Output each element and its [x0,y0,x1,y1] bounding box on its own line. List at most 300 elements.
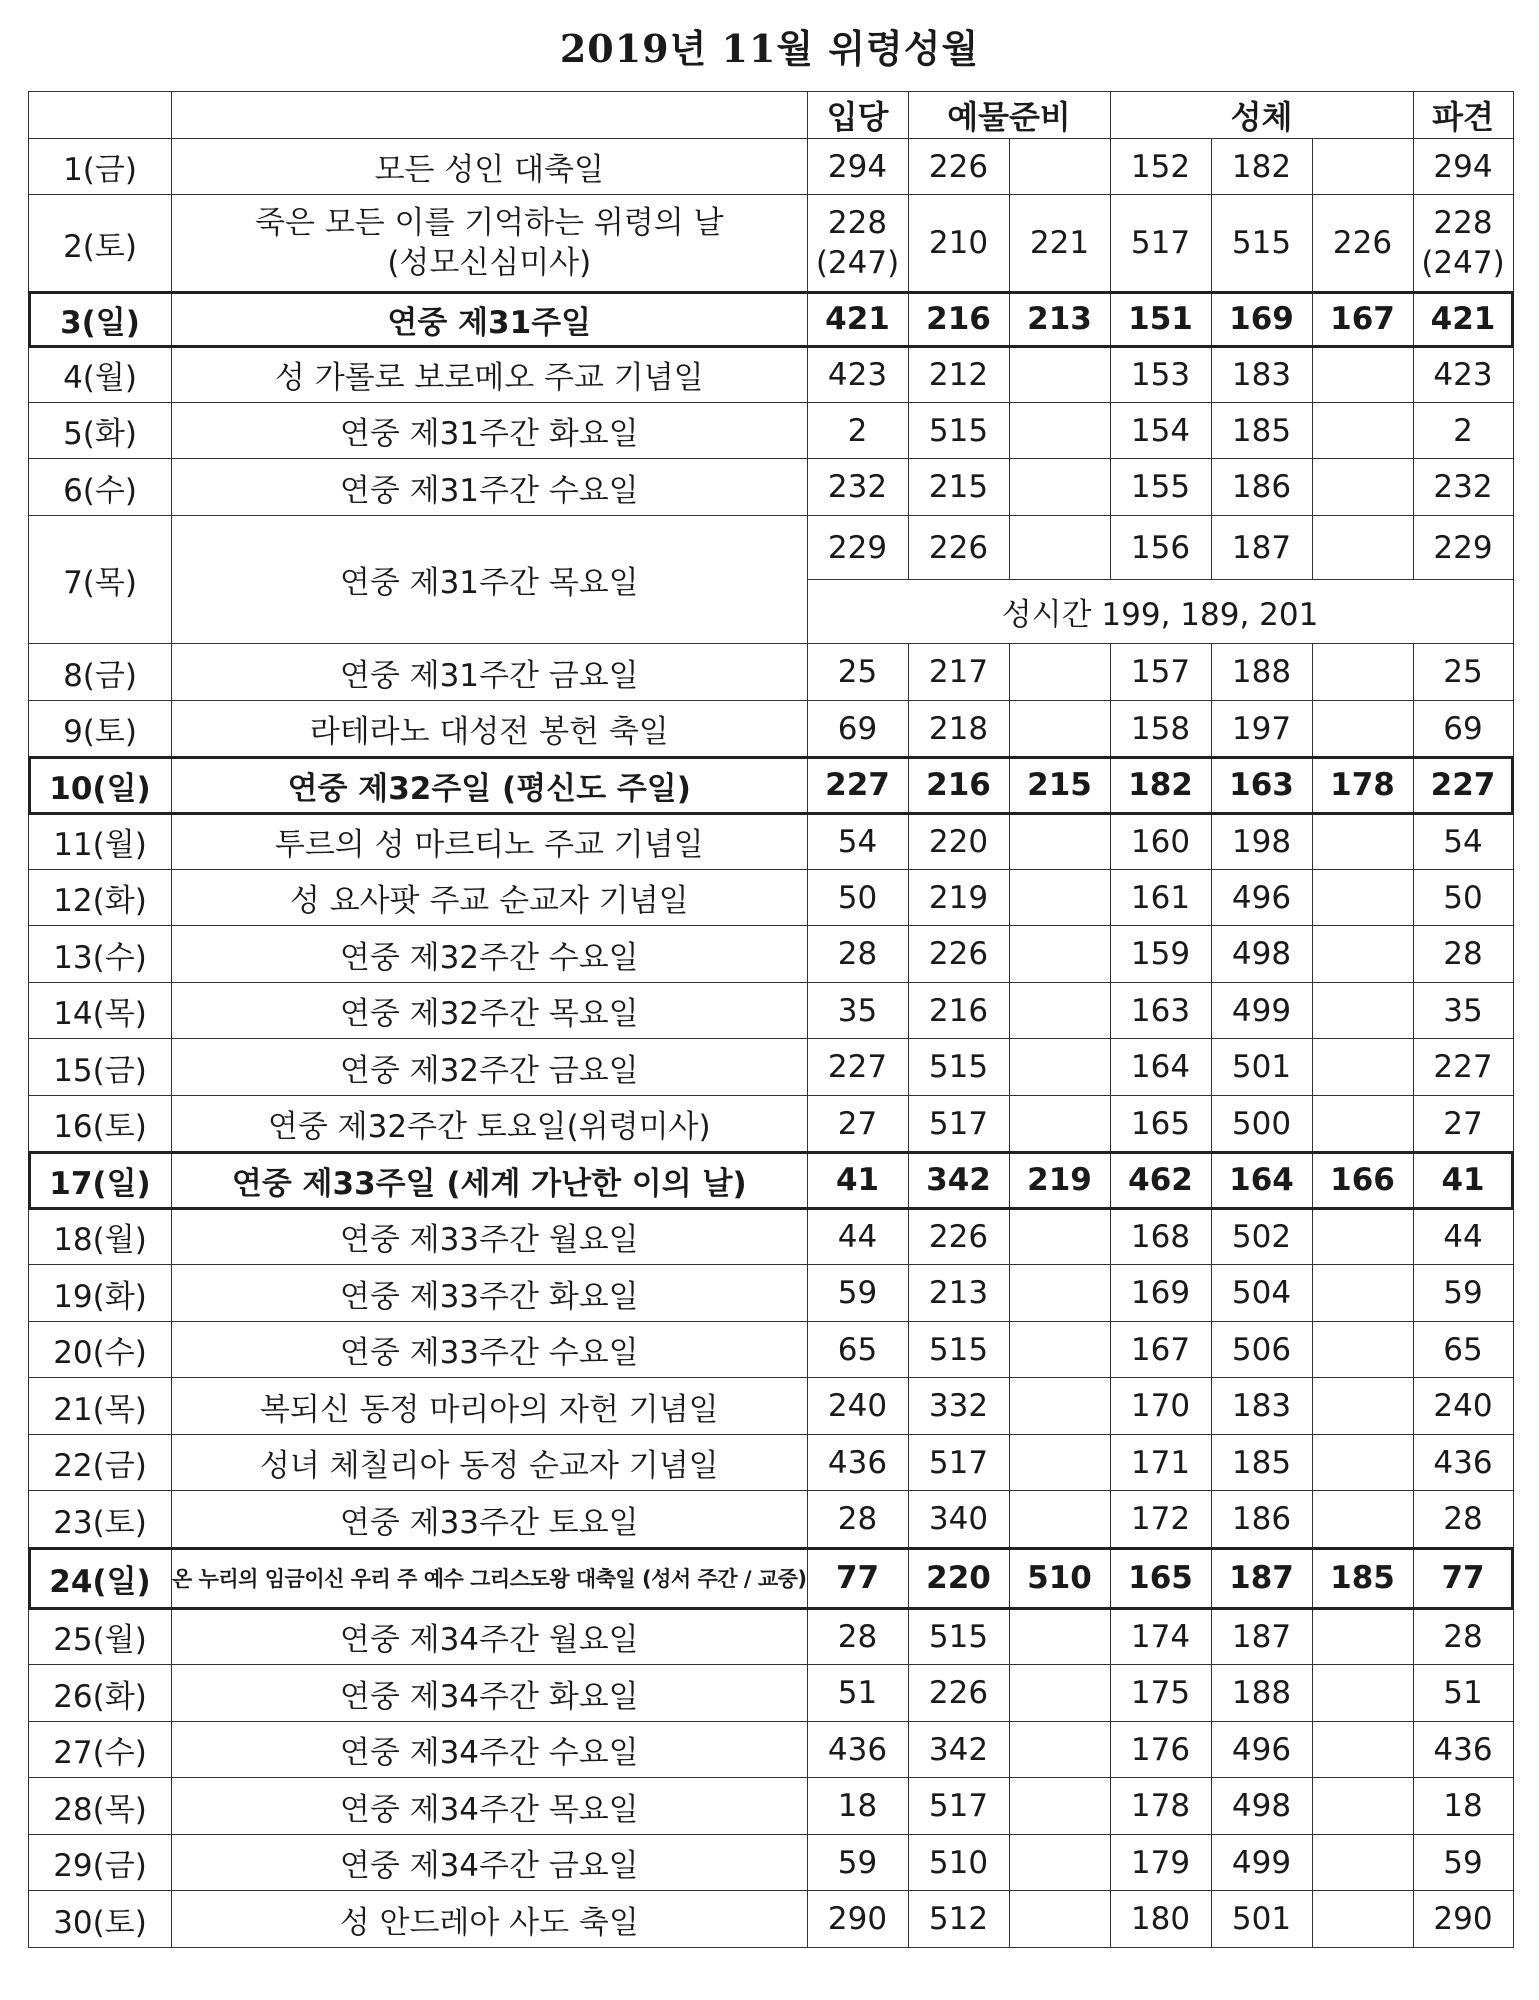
day-cell: 19(화) [29,1265,172,1322]
offertory-cell: 226 [908,516,1009,580]
header-name [172,92,808,139]
offertory-cell: 216 [908,983,1009,1039]
communion-cell-3 [1312,1891,1413,1948]
table-row [29,1378,1514,1435]
day-cell: 16(토) [29,1096,172,1152]
offertory-cell: 210 [908,195,1009,292]
celebration-name: 연중 제32주간 금요일 [172,1039,808,1096]
day-cell: 12(화) [29,870,172,926]
dismissal-cell: 44 [1413,1209,1513,1265]
communion-cell-2: 169 [1211,292,1312,347]
dismissal-cell: 227 [1413,1039,1513,1096]
communion-cell-1: 152 [1110,139,1211,195]
communion-cell-1: 180 [1110,1891,1211,1948]
communion-cell-1: 167 [1110,1322,1211,1378]
table-row [29,459,1514,516]
celebration-name: 연중 제33주간 월요일 [172,1209,808,1265]
day-cell: 8(금) [29,644,172,701]
communion-cell-1: 168 [1110,1209,1211,1265]
celebration-name: 연중 제34주간 목요일 [172,1778,808,1835]
dismissal-cell-line2: (247) [1421,245,1505,281]
offertory-cell: 512 [908,1891,1009,1948]
communion-cell-3 [1312,1435,1413,1491]
entrance-cell: 44 [807,1209,908,1265]
dismissal-cell: 28 [1413,926,1513,983]
communion-cell-1: 159 [1110,926,1211,983]
day-cell: 18(월) [29,1209,172,1265]
hymn-schedule-table [28,91,1514,1948]
celebration-name: 연중 제33주간 수요일 [172,1322,808,1378]
table-row [29,1548,1514,1609]
offertory-cell: 213 [908,1265,1009,1322]
day-cell: 14(목) [29,983,172,1039]
communion-cell-3 [1312,139,1413,195]
page-title: 2019년 11월 위령성월 [559,26,980,71]
offertory-cell: 517 [908,1435,1009,1491]
offertory-extra-cell: 510 [1009,1548,1110,1609]
day-cell: 15(금) [29,1039,172,1096]
table-row [29,870,1514,926]
communion-cell-2: 198 [1211,814,1312,870]
dismissal-cell: 436 [1413,1722,1513,1778]
communion-cell-2: 185 [1211,403,1312,459]
table-row [29,292,1514,347]
communion-cell-3 [1312,1665,1413,1722]
offertory-extra-cell: 219 [1009,1152,1110,1209]
communion-cell-1: 165 [1110,1096,1211,1152]
communion-cell-2: 496 [1211,870,1312,926]
offertory-extra-cell [1009,1665,1110,1722]
table-row [29,1152,1514,1209]
header-communion: 성체 [1110,92,1413,139]
communion-cell-2: 186 [1211,1491,1312,1548]
dismissal-cell: 77 [1413,1548,1513,1609]
communion-cell-2: 185 [1211,1435,1312,1491]
entrance-cell: 421 [807,292,908,347]
offertory-extra-cell [1009,459,1110,516]
table-row [29,926,1514,983]
entrance-cell: 77 [807,1548,908,1609]
day-cell: 24(일) [29,1548,172,1609]
communion-cell-3: 166 [1312,1152,1413,1209]
communion-cell-3 [1312,1491,1413,1548]
communion-cell-1: 178 [1110,1778,1211,1835]
entrance-cell: 227 [807,1039,908,1096]
day-cell: 29(금) [29,1835,172,1891]
celebration-name: 연중 제32주간 토요일(위령미사) [172,1096,808,1152]
offertory-extra-cell [1009,1491,1110,1548]
communion-cell-2: 187 [1211,516,1312,580]
communion-cell-2: 499 [1211,983,1312,1039]
communion-cell-2: 187 [1211,1548,1312,1609]
dismissal-cell: 227 [1413,757,1513,814]
celebration-name: 연중 제31주간 목요일 [172,516,808,644]
communion-cell-1: 153 [1110,347,1211,403]
day-cell: 7(목) [29,516,172,644]
offertory-extra-cell [1009,1322,1110,1378]
communion-cell-3: 178 [1312,757,1413,814]
dismissal-cell: 294 [1413,139,1513,195]
entrance-cell: 25 [807,644,908,701]
dismissal-cell [1413,195,1513,292]
celebration-name: 연중 제32주일 (평신도 주일) [172,757,808,814]
communion-cell-1: 155 [1110,459,1211,516]
entrance-cell: 227 [807,757,908,814]
dismissal-cell: 54 [1413,814,1513,870]
day-cell: 6(수) [29,459,172,516]
communion-cell-3 [1312,1322,1413,1378]
celebration-name-line1: 죽은 모든 이를 기억하는 위령의 날 [255,205,724,241]
celebration-name: 성녀 체칠리아 동정 순교자 기념일 [172,1435,808,1491]
day-cell: 4(월) [29,347,172,403]
table-row [29,1665,1514,1722]
entrance-cell: 41 [807,1152,908,1209]
offertory-cell: 517 [908,1096,1009,1152]
entrance-cell: 27 [807,1096,908,1152]
offertory-extra-cell [1009,983,1110,1039]
offertory-extra-cell [1009,516,1110,580]
offertory-extra-cell: 221 [1009,195,1110,292]
entrance-cell-line1: 228 [827,205,888,241]
communion-cell-1: 164 [1110,1039,1211,1096]
communion-cell-3: 167 [1312,292,1413,347]
dismissal-cell: 18 [1413,1778,1513,1835]
celebration-name: 연중 제34주간 수요일 [172,1722,808,1778]
day-cell: 13(수) [29,926,172,983]
table-row [29,347,1514,403]
offertory-extra-cell: 215 [1009,757,1110,814]
communion-cell-1: 170 [1110,1378,1211,1435]
header-day [29,92,172,139]
celebration-name: 연중 제31주간 화요일 [172,403,808,459]
dismissal-cell: 59 [1413,1265,1513,1322]
table-row [29,195,1514,292]
communion-cell-3 [1312,459,1413,516]
celebration-name: 연중 제33주간 토요일 [172,1491,808,1548]
communion-cell-3: 226 [1312,195,1413,292]
celebration-name: 라테라노 대성전 봉헌 축일 [172,701,808,757]
communion-cell-2: 496 [1211,1722,1312,1778]
offertory-extra-cell [1009,814,1110,870]
communion-cell-2: 163 [1211,757,1312,814]
communion-cell-2: 515 [1211,195,1312,292]
offertory-cell: 515 [908,1039,1009,1096]
offertory-cell: 216 [908,292,1009,347]
communion-cell-2: 188 [1211,644,1312,701]
communion-cell-1: 174 [1110,1609,1211,1665]
communion-cell-3 [1312,926,1413,983]
celebration-name: 투르의 성 마르티노 주교 기념일 [172,814,808,870]
communion-cell-2: 502 [1211,1209,1312,1265]
communion-cell-2: 197 [1211,701,1312,757]
celebration-name-line2: (성모신심미사) [387,245,592,281]
communion-cell-3 [1312,1265,1413,1322]
communion-cell-1: 161 [1110,870,1211,926]
communion-cell-1: 158 [1110,701,1211,757]
entrance-cell: 2 [807,403,908,459]
offertory-extra-cell [1009,347,1110,403]
header-row [29,92,1514,139]
day-cell: 26(화) [29,1665,172,1722]
communion-cell-1: 179 [1110,1835,1211,1891]
entrance-cell: 240 [807,1378,908,1435]
communion-cell-2: 182 [1211,139,1312,195]
day-cell: 5(화) [29,403,172,459]
day-cell: 2(토) [29,195,172,292]
table-row [29,701,1514,757]
dismissal-cell-line1: 228 [1433,205,1493,241]
communion-cell-3 [1312,403,1413,459]
communion-cell-3 [1312,983,1413,1039]
dismissal-cell: 59 [1413,1835,1513,1891]
day-cell: 9(토) [29,701,172,757]
communion-cell-1: 171 [1110,1435,1211,1491]
communion-cell-3 [1312,814,1413,870]
offertory-cell: 216 [908,757,1009,814]
offertory-cell: 515 [908,403,1009,459]
offertory-cell: 212 [908,347,1009,403]
communion-cell-1: 517 [1110,195,1211,292]
offertory-cell: 226 [908,926,1009,983]
day-cell: 17(일) [29,1152,172,1209]
offertory-extra-cell [1009,1039,1110,1096]
communion-cell-2: 504 [1211,1265,1312,1322]
entrance-cell: 232 [807,459,908,516]
offertory-cell: 226 [908,139,1009,195]
offertory-extra-cell [1009,139,1110,195]
communion-cell-2: 499 [1211,1835,1312,1891]
day-cell: 30(토) [29,1891,172,1948]
offertory-cell: 226 [908,1665,1009,1722]
communion-cell-1: 176 [1110,1722,1211,1778]
celebration-name: 모든 성인 대축일 [172,139,808,195]
communion-cell-2: 186 [1211,459,1312,516]
header-dismissal: 파견 [1413,92,1513,139]
offertory-cell: 510 [908,1835,1009,1891]
communion-cell-1: 156 [1110,516,1211,580]
table-row [29,757,1514,814]
communion-cell-2: 183 [1211,347,1312,403]
table-row [29,814,1514,870]
entrance-cell: 436 [807,1722,908,1778]
entrance-cell: 35 [807,983,908,1039]
communion-cell-2: 187 [1211,1609,1312,1665]
celebration-name: 연중 제34주간 화요일 [172,1665,808,1722]
day-cell: 11(월) [29,814,172,870]
table-row [29,1265,1514,1322]
table-row [29,1722,1514,1778]
offertory-extra-cell [1009,403,1110,459]
table-row [29,1835,1514,1891]
table-row [29,139,1514,195]
day-cell: 21(목) [29,1378,172,1435]
entrance-cell: 28 [807,926,908,983]
dismissal-cell: 436 [1413,1435,1513,1491]
dismissal-cell: 51 [1413,1665,1513,1722]
offertory-cell: 215 [908,459,1009,516]
communion-cell-3 [1312,347,1413,403]
offertory-extra-cell [1009,1835,1110,1891]
entrance-cell: 59 [807,1835,908,1891]
communion-cell-3 [1312,1209,1413,1265]
celebration-name: 연중 제31주일 [172,292,808,347]
offertory-cell: 220 [908,814,1009,870]
communion-cell-1: 151 [1110,292,1211,347]
communion-cell-2: 506 [1211,1322,1312,1378]
offertory-cell: 332 [908,1378,1009,1435]
celebration-name [172,195,808,292]
day-cell: 1(금) [29,139,172,195]
celebration-name: 연중 제32주간 수요일 [172,926,808,983]
communion-cell-2: 498 [1211,1778,1312,1835]
day-cell: 20(수) [29,1322,172,1378]
dismissal-cell: 232 [1413,459,1513,516]
celebration-name: 연중 제31주간 금요일 [172,644,808,701]
communion-cell-3 [1312,1609,1413,1665]
communion-cell-3 [1312,870,1413,926]
table-row [29,1891,1514,1948]
communion-cell-3 [1312,1835,1413,1891]
table-row [29,983,1514,1039]
entrance-cell-line2: (247) [815,245,900,281]
dismissal-cell: 65 [1413,1322,1513,1378]
celebration-name: 성 안드레아 사도 축일 [172,1891,808,1948]
dismissal-cell: 25 [1413,644,1513,701]
communion-cell-1: 165 [1110,1548,1211,1609]
communion-cell-3 [1312,1722,1413,1778]
entrance-cell: 436 [807,1435,908,1491]
communion-cell-3 [1312,1039,1413,1096]
holy-hour-note: 성시간 199, 189, 201 [807,580,1513,644]
table-row [29,1322,1514,1378]
dismissal-cell: 35 [1413,983,1513,1039]
celebration-name: 연중 제34주간 금요일 [172,1835,808,1891]
table-row [29,644,1514,701]
offertory-cell: 218 [908,701,1009,757]
day-cell: 25(월) [29,1609,172,1665]
communion-cell-1: 182 [1110,757,1211,814]
communion-cell-2: 498 [1211,926,1312,983]
communion-cell-3 [1312,1096,1413,1152]
communion-cell-3 [1312,701,1413,757]
offertory-extra-cell [1009,1609,1110,1665]
table-row [29,1096,1514,1152]
communion-cell-1: 462 [1110,1152,1211,1209]
communion-cell-1: 154 [1110,403,1211,459]
table-row [29,1435,1514,1491]
entrance-cell: 65 [807,1322,908,1378]
entrance-cell: 290 [807,1891,908,1948]
celebration-name: 연중 제34주간 월요일 [172,1609,808,1665]
entrance-cell: 229 [807,516,908,580]
entrance-cell: 423 [807,347,908,403]
offertory-cell: 515 [908,1322,1009,1378]
table-row [29,1491,1514,1548]
communion-cell-2: 188 [1211,1665,1312,1722]
offertory-extra-cell [1009,870,1110,926]
offertory-extra-cell [1009,1891,1110,1948]
communion-cell-2: 164 [1211,1152,1312,1209]
entrance-cell: 28 [807,1609,908,1665]
celebration-name: 연중 제33주간 화요일 [172,1265,808,1322]
day-cell: 22(금) [29,1435,172,1491]
dismissal-cell: 50 [1413,870,1513,926]
celebration-name: 성 요사팟 주교 순교자 기념일 [172,870,808,926]
offertory-cell: 515 [908,1609,1009,1665]
celebration-name: 연중 제31주간 수요일 [172,459,808,516]
offertory-cell: 517 [908,1778,1009,1835]
communion-cell-3 [1312,1378,1413,1435]
table-row [29,516,1514,580]
communion-cell-1: 163 [1110,983,1211,1039]
offertory-extra-cell [1009,701,1110,757]
day-cell: 10(일) [29,757,172,814]
entrance-cell [807,195,908,292]
dismissal-cell: 421 [1413,292,1513,347]
entrance-cell: 294 [807,139,908,195]
offertory-extra-cell [1009,1378,1110,1435]
dismissal-cell: 423 [1413,347,1513,403]
offertory-extra-cell: 213 [1009,292,1110,347]
celebration-name: 온 누리의 임금이신 우리 주 예수 그리스도왕 대축일 (성서 주간 / 교중) [172,1548,808,1609]
table-row [29,1778,1514,1835]
table-row [29,1039,1514,1096]
offertory-extra-cell [1009,1778,1110,1835]
offertory-cell: 342 [908,1152,1009,1209]
celebration-name: 연중 제33주일 (세계 가난한 이의 날) [172,1152,808,1209]
communion-cell-2: 500 [1211,1096,1312,1152]
celebration-name: 복되신 동정 마리아의 자헌 기념일 [172,1378,808,1435]
entrance-cell: 69 [807,701,908,757]
day-cell: 27(수) [29,1722,172,1778]
offertory-extra-cell [1009,1096,1110,1152]
dismissal-cell: 28 [1413,1609,1513,1665]
dismissal-cell: 41 [1413,1152,1513,1209]
dismissal-cell: 290 [1413,1891,1513,1948]
celebration-name: 성 가롤로 보로메오 주교 기념일 [172,347,808,403]
dismissal-cell: 229 [1413,516,1513,580]
communion-cell-1: 157 [1110,644,1211,701]
dismissal-cell: 69 [1413,701,1513,757]
communion-cell-1: 175 [1110,1665,1211,1722]
offertory-cell: 342 [908,1722,1009,1778]
communion-cell-1: 172 [1110,1491,1211,1548]
entrance-cell: 59 [807,1265,908,1322]
communion-cell-3 [1312,1778,1413,1835]
day-cell: 28(목) [29,1778,172,1835]
dismissal-cell: 28 [1413,1491,1513,1548]
communion-cell-2: 501 [1211,1891,1312,1948]
entrance-cell: 50 [807,870,908,926]
dismissal-cell: 2 [1413,403,1513,459]
communion-cell-1: 160 [1110,814,1211,870]
communion-cell-3: 185 [1312,1548,1413,1609]
communion-cell-3 [1312,516,1413,580]
celebration-name: 연중 제32주간 목요일 [172,983,808,1039]
entrance-cell: 54 [807,814,908,870]
offertory-extra-cell [1009,1209,1110,1265]
table-row [29,1209,1514,1265]
communion-cell-2: 501 [1211,1039,1312,1096]
table-row [29,1609,1514,1665]
offertory-extra-cell [1009,1435,1110,1491]
communion-cell-1: 169 [1110,1265,1211,1322]
entrance-cell: 18 [807,1778,908,1835]
offertory-cell: 220 [908,1548,1009,1609]
header-offertory: 예물준비 [908,92,1110,139]
entrance-cell: 51 [807,1665,908,1722]
header-entrance: 입당 [807,92,908,139]
